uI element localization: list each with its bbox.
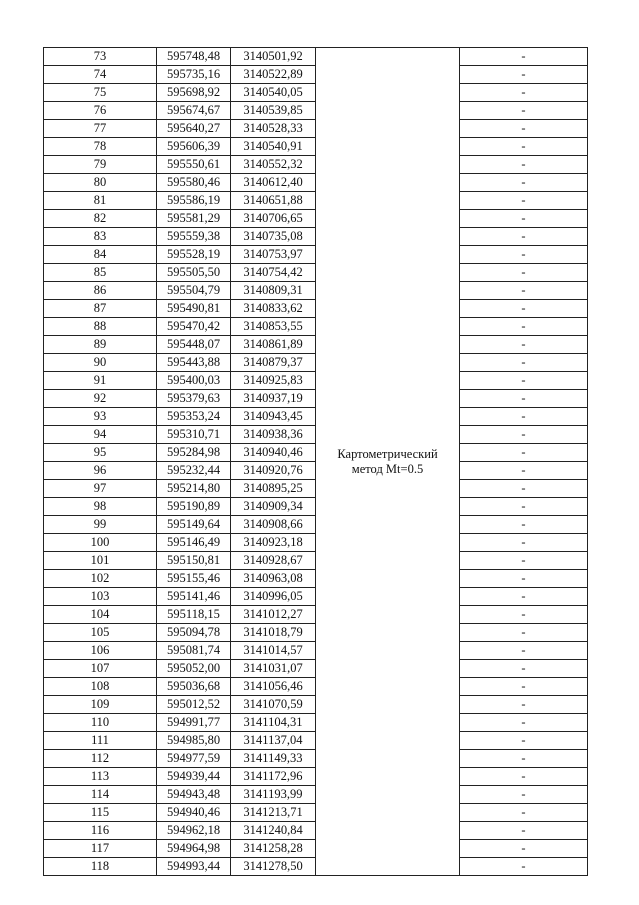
note-cell: - <box>460 534 588 552</box>
note-cell: - <box>460 210 588 228</box>
point-number-cell: 77 <box>44 120 157 138</box>
point-number-cell: 98 <box>44 498 157 516</box>
method-line-1: Картометрический <box>337 446 438 461</box>
y-coordinate-cell: 3140612,40 <box>231 174 316 192</box>
point-number-cell: 111 <box>44 732 157 750</box>
x-coordinate-cell: 595698,92 <box>157 84 231 102</box>
note-cell: - <box>460 264 588 282</box>
x-coordinate-cell: 595400,03 <box>157 372 231 390</box>
y-coordinate-cell: 3140539,85 <box>231 102 316 120</box>
x-coordinate-cell: 594993,44 <box>157 858 231 876</box>
note-cell: - <box>460 318 588 336</box>
point-number-cell: 103 <box>44 588 157 606</box>
note-cell: - <box>460 660 588 678</box>
point-number-cell: 99 <box>44 516 157 534</box>
point-number-cell: 74 <box>44 66 157 84</box>
point-number-cell: 102 <box>44 570 157 588</box>
y-coordinate-cell: 3141137,04 <box>231 732 316 750</box>
note-cell: - <box>460 336 588 354</box>
point-number-cell: 118 <box>44 858 157 876</box>
x-coordinate-cell: 594964,98 <box>157 840 231 858</box>
note-cell: - <box>460 120 588 138</box>
x-coordinate-cell: 595735,16 <box>157 66 231 84</box>
note-cell: - <box>460 552 588 570</box>
y-coordinate-cell: 3140895,25 <box>231 480 316 498</box>
point-number-cell: 82 <box>44 210 157 228</box>
x-coordinate-cell: 595081,74 <box>157 642 231 660</box>
x-coordinate-cell: 595504,79 <box>157 282 231 300</box>
point-number-cell: 90 <box>44 354 157 372</box>
note-cell: - <box>460 462 588 480</box>
table-row <box>44 48 588 66</box>
note-cell: - <box>460 498 588 516</box>
y-coordinate-cell: 3140753,97 <box>231 246 316 264</box>
x-coordinate-cell: 595150,81 <box>157 552 231 570</box>
point-number-cell: 108 <box>44 678 157 696</box>
x-coordinate-cell: 595146,49 <box>157 534 231 552</box>
y-coordinate-cell: 3140552,32 <box>231 156 316 174</box>
point-number-cell: 78 <box>44 138 157 156</box>
y-coordinate-cell: 3141031,07 <box>231 660 316 678</box>
point-number-cell: 116 <box>44 822 157 840</box>
point-number-cell: 84 <box>44 246 157 264</box>
x-coordinate-cell: 595580,46 <box>157 174 231 192</box>
note-cell: - <box>460 174 588 192</box>
y-coordinate-cell: 3140996,05 <box>231 588 316 606</box>
note-cell: - <box>460 300 588 318</box>
y-coordinate-cell: 3141056,46 <box>231 678 316 696</box>
note-cell: - <box>460 714 588 732</box>
y-coordinate-cell: 3140943,45 <box>231 408 316 426</box>
x-coordinate-cell: 595052,00 <box>157 660 231 678</box>
y-coordinate-cell: 3140938,36 <box>231 426 316 444</box>
note-cell: - <box>460 408 588 426</box>
point-number-cell: 112 <box>44 750 157 768</box>
x-coordinate-cell: 595118,15 <box>157 606 231 624</box>
x-coordinate-cell: 595528,19 <box>157 246 231 264</box>
x-coordinate-cell: 594940,46 <box>157 804 231 822</box>
method-line-2: метод Mt=0.5 <box>351 461 424 476</box>
note-cell: - <box>460 606 588 624</box>
y-coordinate-cell: 3141278,50 <box>231 858 316 876</box>
y-coordinate-cell: 3140963,08 <box>231 570 316 588</box>
point-number-cell: 115 <box>44 804 157 822</box>
point-number-cell: 79 <box>44 156 157 174</box>
note-cell: - <box>460 426 588 444</box>
point-number-cell: 101 <box>44 552 157 570</box>
note-cell: - <box>460 516 588 534</box>
coordinates-table-body <box>44 48 588 876</box>
x-coordinate-cell: 595353,24 <box>157 408 231 426</box>
note-cell: - <box>460 624 588 642</box>
x-coordinate-cell: 595606,39 <box>157 138 231 156</box>
note-cell: - <box>460 678 588 696</box>
x-coordinate-cell: 595379,63 <box>157 390 231 408</box>
y-coordinate-cell: 3141018,79 <box>231 624 316 642</box>
note-cell: - <box>460 786 588 804</box>
point-number-cell: 109 <box>44 696 157 714</box>
x-coordinate-cell: 595094,78 <box>157 624 231 642</box>
note-cell: - <box>460 570 588 588</box>
x-coordinate-cell: 595012,52 <box>157 696 231 714</box>
point-number-cell: 81 <box>44 192 157 210</box>
y-coordinate-cell: 3140937,19 <box>231 390 316 408</box>
y-coordinate-cell: 3140528,33 <box>231 120 316 138</box>
note-cell: - <box>460 840 588 858</box>
note-cell: - <box>460 156 588 174</box>
note-cell: - <box>460 66 588 84</box>
y-coordinate-cell: 3141149,33 <box>231 750 316 768</box>
y-coordinate-cell: 3141104,31 <box>231 714 316 732</box>
note-cell: - <box>460 480 588 498</box>
note-cell: - <box>460 588 588 606</box>
x-coordinate-cell: 595232,44 <box>157 462 231 480</box>
note-cell: - <box>460 246 588 264</box>
y-coordinate-cell: 3140928,67 <box>231 552 316 570</box>
point-number-cell: 114 <box>44 786 157 804</box>
y-coordinate-cell: 3140501,92 <box>231 48 316 66</box>
y-coordinate-cell: 3140909,34 <box>231 498 316 516</box>
x-coordinate-cell: 595640,27 <box>157 120 231 138</box>
y-coordinate-cell: 3140651,88 <box>231 192 316 210</box>
point-number-cell: 93 <box>44 408 157 426</box>
x-coordinate-cell: 595559,38 <box>157 228 231 246</box>
note-cell: - <box>460 696 588 714</box>
y-coordinate-cell: 3141070,59 <box>231 696 316 714</box>
note-cell: - <box>460 642 588 660</box>
coordinates-table <box>43 47 588 876</box>
note-cell: - <box>460 750 588 768</box>
note-cell: - <box>460 354 588 372</box>
point-number-cell: 80 <box>44 174 157 192</box>
note-cell: - <box>460 84 588 102</box>
x-coordinate-cell: 595155,46 <box>157 570 231 588</box>
y-coordinate-cell: 3140879,37 <box>231 354 316 372</box>
y-coordinate-cell: 3141172,96 <box>231 768 316 786</box>
note-cell: - <box>460 822 588 840</box>
y-coordinate-cell: 3141012,27 <box>231 606 316 624</box>
y-coordinate-cell: 3140522,89 <box>231 66 316 84</box>
point-number-cell: 106 <box>44 642 157 660</box>
note-cell: - <box>460 228 588 246</box>
y-coordinate-cell: 3140833,62 <box>231 300 316 318</box>
y-coordinate-cell: 3140853,55 <box>231 318 316 336</box>
point-number-cell: 96 <box>44 462 157 480</box>
y-coordinate-cell: 3141240,84 <box>231 822 316 840</box>
point-number-cell: 110 <box>44 714 157 732</box>
point-number-cell: 76 <box>44 102 157 120</box>
y-coordinate-cell: 3140754,42 <box>231 264 316 282</box>
note-cell: - <box>460 372 588 390</box>
y-coordinate-cell: 3140540,05 <box>231 84 316 102</box>
note-cell: - <box>460 858 588 876</box>
x-coordinate-cell: 595448,07 <box>157 336 231 354</box>
point-number-cell: 100 <box>44 534 157 552</box>
x-coordinate-cell: 595310,71 <box>157 426 231 444</box>
point-number-cell: 97 <box>44 480 157 498</box>
x-coordinate-cell: 594991,77 <box>157 714 231 732</box>
note-cell: - <box>460 390 588 408</box>
note-cell: - <box>460 138 588 156</box>
x-coordinate-cell: 595284,98 <box>157 444 231 462</box>
x-coordinate-cell: 594939,44 <box>157 768 231 786</box>
x-coordinate-cell: 595470,42 <box>157 318 231 336</box>
note-cell: - <box>460 732 588 750</box>
point-number-cell: 94 <box>44 426 157 444</box>
y-coordinate-cell: 3140861,89 <box>231 336 316 354</box>
x-coordinate-cell: 595443,88 <box>157 354 231 372</box>
point-number-cell: 86 <box>44 282 157 300</box>
point-number-cell: 89 <box>44 336 157 354</box>
point-number-cell: 91 <box>44 372 157 390</box>
point-number-cell: 75 <box>44 84 157 102</box>
point-number-cell: 117 <box>44 840 157 858</box>
y-coordinate-cell: 3141213,71 <box>231 804 316 822</box>
point-number-cell: 105 <box>44 624 157 642</box>
x-coordinate-cell: 595214,80 <box>157 480 231 498</box>
point-number-cell: 95 <box>44 444 157 462</box>
x-coordinate-cell: 595190,89 <box>157 498 231 516</box>
y-coordinate-cell: 3140940,46 <box>231 444 316 462</box>
x-coordinate-cell: 595149,64 <box>157 516 231 534</box>
x-coordinate-cell: 595748,48 <box>157 48 231 66</box>
y-coordinate-cell: 3140920,76 <box>231 462 316 480</box>
y-coordinate-cell: 3141258,28 <box>231 840 316 858</box>
point-number-cell: 88 <box>44 318 157 336</box>
note-cell: - <box>460 444 588 462</box>
x-coordinate-cell: 595505,50 <box>157 264 231 282</box>
note-cell: - <box>460 48 588 66</box>
y-coordinate-cell: 3140908,66 <box>231 516 316 534</box>
x-coordinate-cell: 595490,81 <box>157 300 231 318</box>
y-coordinate-cell: 3140735,08 <box>231 228 316 246</box>
x-coordinate-cell: 595141,46 <box>157 588 231 606</box>
note-cell: - <box>460 768 588 786</box>
point-number-cell: 83 <box>44 228 157 246</box>
point-number-cell: 92 <box>44 390 157 408</box>
y-coordinate-cell: 3140809,31 <box>231 282 316 300</box>
x-coordinate-cell: 594985,80 <box>157 732 231 750</box>
point-number-cell: 104 <box>44 606 157 624</box>
y-coordinate-cell: 3141014,57 <box>231 642 316 660</box>
x-coordinate-cell: 594977,59 <box>157 750 231 768</box>
x-coordinate-cell: 594962,18 <box>157 822 231 840</box>
x-coordinate-cell: 595550,61 <box>157 156 231 174</box>
note-cell: - <box>460 102 588 120</box>
x-coordinate-cell: 594943,48 <box>157 786 231 804</box>
x-coordinate-cell: 595036,68 <box>157 678 231 696</box>
y-coordinate-cell: 3141193,99 <box>231 786 316 804</box>
x-coordinate-cell: 595586,19 <box>157 192 231 210</box>
y-coordinate-cell: 3140540,91 <box>231 138 316 156</box>
note-cell: - <box>460 192 588 210</box>
point-number-cell: 107 <box>44 660 157 678</box>
note-cell: - <box>460 282 588 300</box>
point-number-cell: 85 <box>44 264 157 282</box>
x-coordinate-cell: 595581,29 <box>157 210 231 228</box>
y-coordinate-cell: 3140925,83 <box>231 372 316 390</box>
note-cell: - <box>460 804 588 822</box>
point-number-cell: 113 <box>44 768 157 786</box>
point-number-cell: 73 <box>44 48 157 66</box>
y-coordinate-cell: 3140706,65 <box>231 210 316 228</box>
method-cell <box>316 48 460 876</box>
x-coordinate-cell: 595674,67 <box>157 102 231 120</box>
point-number-cell: 87 <box>44 300 157 318</box>
y-coordinate-cell: 3140923,18 <box>231 534 316 552</box>
